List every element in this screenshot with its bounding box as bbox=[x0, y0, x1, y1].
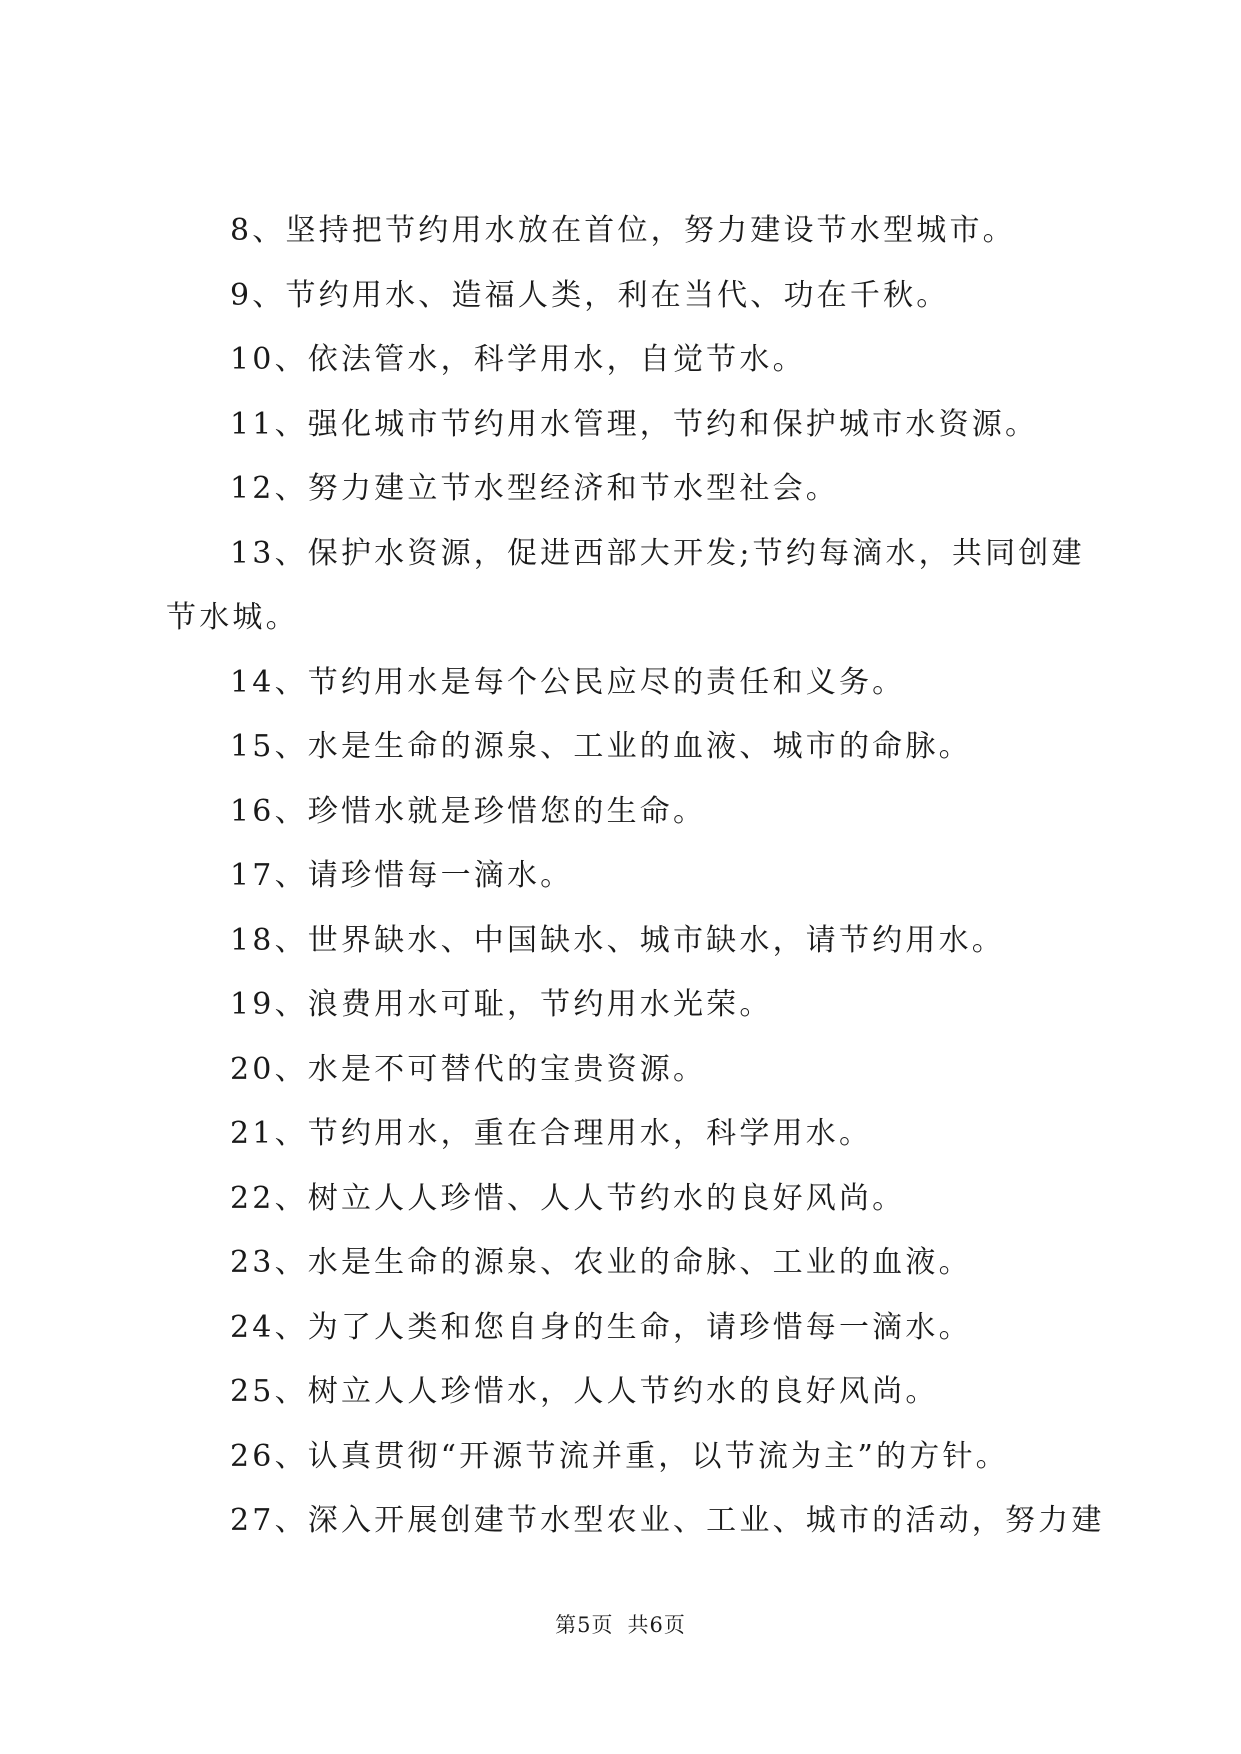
list-item: 27、深入开展创建节水型农业、工业、城市的活动，努力建 bbox=[230, 1503, 1105, 1538]
list-item: 12、努力建立节水型经济和节水型社会。 bbox=[230, 471, 839, 506]
list-item: 18、世界缺水、中国缺水、城市缺水，请节约用水。 bbox=[230, 922, 1005, 958]
list-item: 14、节约用水是每个公民应尽的责任和义务。 bbox=[230, 664, 906, 700]
list-item: 24、为了人类和您自身的生命，请珍惜每一滴水。 bbox=[230, 1309, 972, 1345]
slogan-list bbox=[166, 199, 1105, 1554]
list-item: 25、树立人人珍惜水，人人节约水的良好风尚。 bbox=[230, 1374, 939, 1409]
list-item: 19、浪费用水可耻，节约用水光荣。 bbox=[230, 987, 773, 1022]
list-item: 16、珍惜水就是珍惜您的生命。 bbox=[230, 793, 707, 829]
list-item: 8、坚持把节约用水放在首位，努力建设节水型城市。 bbox=[230, 213, 1016, 248]
list-item: 9、节约用水、造福人类，利在当代、功在千秋。 bbox=[230, 277, 950, 313]
list-item-continuation: 节水城。 bbox=[166, 600, 299, 635]
page-total: 共6页 bbox=[627, 1613, 686, 1637]
list-item: 17、请珍惜每一滴水。 bbox=[230, 858, 574, 893]
list-item: 20、水是不可替代的宝贵资源。 bbox=[230, 1051, 707, 1087]
list-item: 23、水是生命的源泉、农业的命脉、工业的血液。 bbox=[230, 1245, 972, 1280]
page-footer bbox=[0, 1609, 1241, 1639]
list-item: 22、树立人人珍惜、人人节约水的良好风尚。 bbox=[230, 1180, 906, 1216]
page-number: 第5页 bbox=[555, 1613, 614, 1637]
list-item: 10、依法管水，科学用水，自觉节水。 bbox=[230, 342, 806, 377]
list-item: 15、水是生命的源泉、工业的血液、城市的命脉。 bbox=[230, 729, 972, 764]
list-item: 13、保护水资源，促进西部大开发;节约每滴水，共同创建 bbox=[230, 535, 1085, 571]
list-item: 21、节约用水，重在合理用水，科学用水。 bbox=[230, 1116, 873, 1151]
list-item: 26、认真贯彻“开源节流并重，以节流为主”的方针。 bbox=[230, 1438, 1009, 1474]
list-item: 11、强化城市节约用水管理，节约和保护城市水资源。 bbox=[230, 406, 1039, 442]
